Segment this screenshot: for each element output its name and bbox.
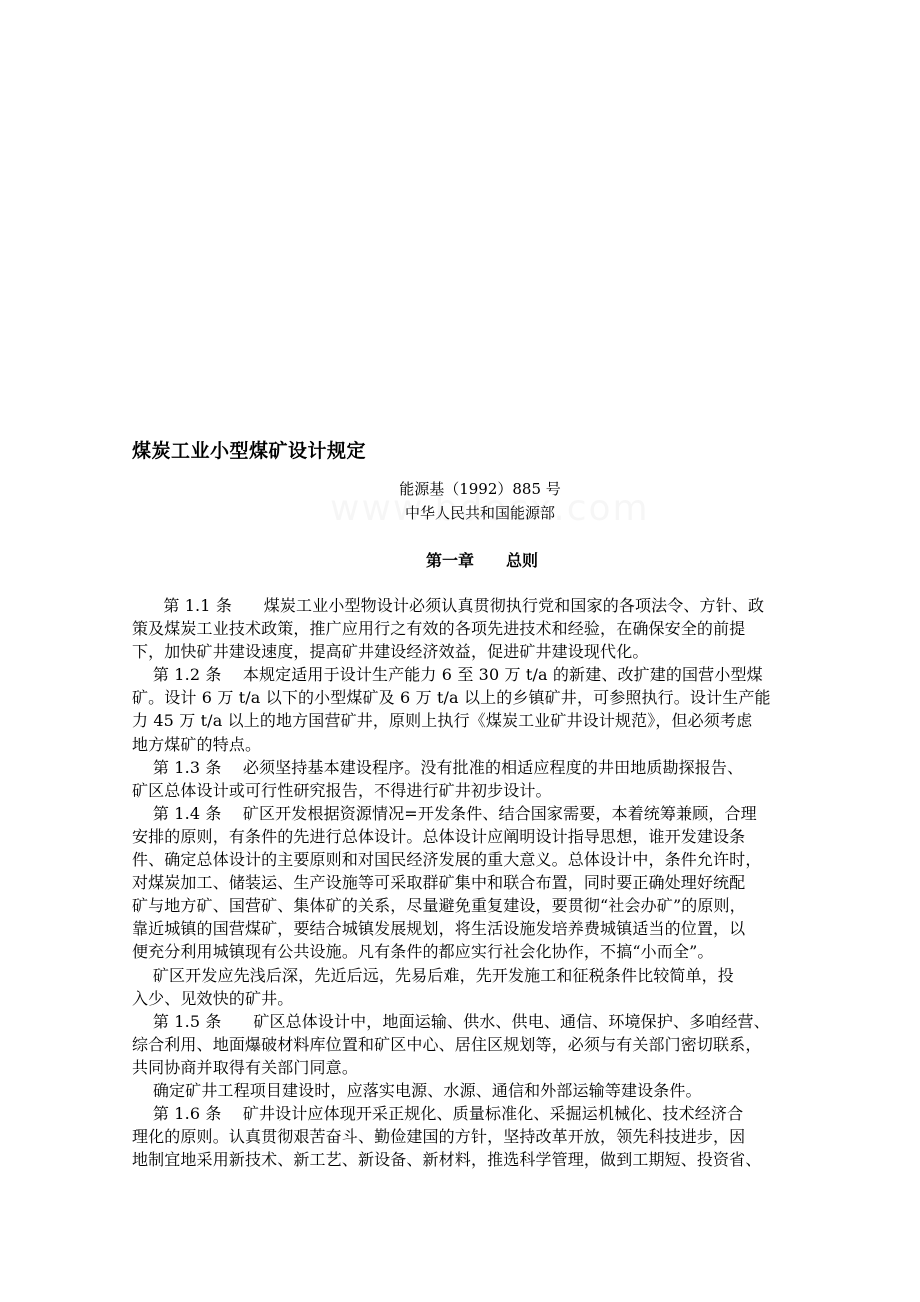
text-line: 力 45 万 t/a 以上的地方国营矿井，原则上执行《煤炭工业矿井设计规范》，但必须考虑 [132,711,753,731]
text-line: 便充分利用城镇现有公共设施。凡有条件的都应实行社会化协作，不搞“小而全”。 [132,942,714,962]
text-line: 对煤炭加工、储装运、生产设施等可采取群矿集中和联合布置，同时要正确处理好统配 [132,873,746,893]
document-number: 能源基（1992）885 号 [399,480,561,498]
chapter-heading: 第一章 总则 [425,551,538,570]
text-line: 下，加快矿井建设速度，提高矿井建设经济效益，促进矿井建设现代化。 [132,642,649,662]
text-line: 第 1.4 条 矿区开发根据资源情况=开发条件、结合国家需要，本着统筹兼顾，合理 [132,803,757,823]
text-line: 第 1.5 条 矿区总体设计中，地面运输、供水、供电、通信、环境保护、多咱经营、 [132,1011,770,1031]
text-line: 第 1.2 条 本规定适用于设计生产能力 6 至 30 万 t/a 的新建、改扩建的国营小型煤 [132,665,763,685]
text-line: 理化的原则。认真贯彻艰苦奋斗、勤俭建国的方针，坚持改革开放，领先科技进步，因 [132,1127,746,1147]
text-line: 安排的原则，有条件的先进行总体设计。总体设计应阐明设计指导思想，谁开发建设条 [132,826,746,846]
text-line: 第 1.3 条 必须坚持基本建设程序。没有批准的相适应程度的井田地质勘探报告、 [132,757,744,777]
document-title: 煤炭工业小型煤矿设计规定 [132,440,367,462]
text-line: 综合利用、地面爆破材料库位置和矿区中心、居住区规划等，必须与有关部门密切联系， [132,1034,762,1054]
issuing-authority: 中华人民共和国能源部 [404,504,555,522]
text-line: 第 1.6 条 矿井设计应体现开采正规化、质量标准化、采掘运机械化、技术经济合 [132,1104,744,1124]
text-line: 确定矿井工程项目建设时，应落实电源、水源、通信和外部运输等建设条件。 [132,1080,702,1100]
text-line: 策及煤炭工业技术政策，推广应用行之有效的各项先进技术和经验，在确保安全的前提 [132,619,746,639]
text-line: 地方煤矿的特点。 [132,734,262,754]
text-line: 共同协商并取得有关部门同意。 [132,1057,358,1077]
text-line: 矿。设计 6 万 t/a 以下的小型煤矿及 6 万 t/a 以上的乡镇矿井，可参照执行。设计生产能 [132,688,771,708]
text-line: 矿区总体设计或可行性研究报告，不得进行矿井初步设计。 [132,780,552,800]
text-line: 矿与地方矿、国营矿、集体矿的关系，尽量避免重复建设，要贯彻“社会办矿”的原则， [132,896,746,916]
text-line: 矿区开发应先浅后深，先近后远，先易后难，先开发施工和征税条件比较简单，投 [132,965,734,985]
text-line: 地制宜地采用新技术、新工艺、新设备、新材料，推选科学管理，做到工期短、投资省、 [132,1150,762,1170]
text-line: 第 1.1 条 煤炭工业小型物设计必须认真贯彻执行党和国家的各项法令、方针、政 [132,596,765,615]
text-line: 件、确定总体设计的主要原则和对国民经济发展的重大意义。总体设计中，条件允许时， [132,850,762,870]
text-line: 靠近城镇的国营煤矿，要结合城镇发展规划，将生活设施发培养费城镇适当的位置，以 [132,919,746,939]
body-text [132,594,852,1171]
text-line: 入少、见效快的矿井。 [132,988,294,1008]
